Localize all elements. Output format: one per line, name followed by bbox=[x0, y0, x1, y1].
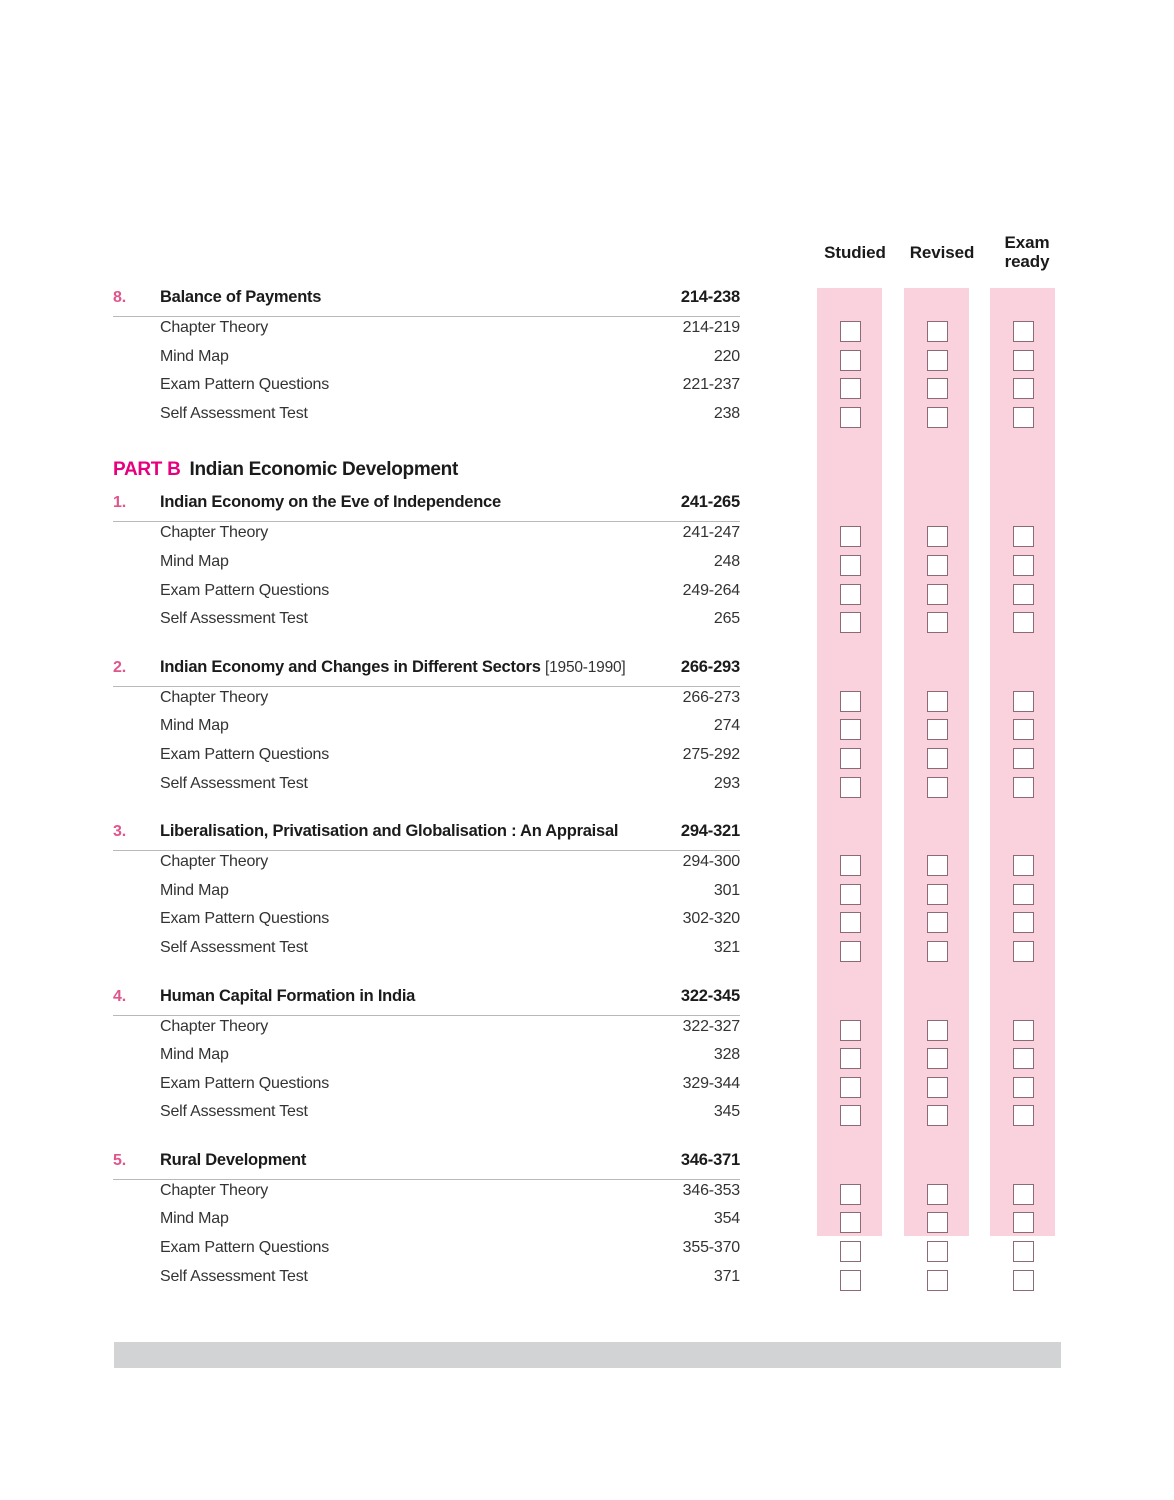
toc-chapter-title-main: Balance of Payments bbox=[160, 288, 322, 306]
checkbox-group-studied bbox=[817, 1020, 882, 1130]
column-header-studied-line-1: Studied bbox=[824, 243, 886, 262]
checkbox-studied[interactable] bbox=[840, 1077, 861, 1098]
footer-bar bbox=[114, 1342, 1061, 1368]
toc-subrow-pages: 346-353 bbox=[682, 1181, 740, 1199]
checkbox-exam-ready[interactable] bbox=[1013, 1105, 1034, 1126]
checkbox-revised[interactable] bbox=[927, 1077, 948, 1098]
toc-chapter-title-main: Liberalisation, Privatisation and Globalisation : An Appraisal bbox=[160, 822, 619, 841]
toc-subrow-label: Exam Pattern Questions bbox=[160, 1074, 330, 1092]
column-header-exam-ready-line-1: Exam bbox=[1004, 233, 1050, 252]
toc-chapter-title-main: Indian Economy and Changes in Different Sectors bbox=[160, 657, 541, 676]
checkbox-exam-ready[interactable] bbox=[1013, 884, 1034, 905]
toc-chapter[interactable] bbox=[113, 658, 740, 803]
toc-subrow[interactable] bbox=[113, 717, 740, 746]
column-header-studied bbox=[811, 243, 899, 262]
toc-subrow-label: Mind Map bbox=[160, 347, 229, 365]
checkbox-revised[interactable] bbox=[927, 321, 948, 342]
toc-chapter-pages: 266-293 bbox=[680, 657, 740, 676]
toc-chapter[interactable] bbox=[113, 822, 740, 967]
toc-subrow-label: Self Assessment Test bbox=[160, 1267, 308, 1285]
toc-subrow-label: Mind Map bbox=[160, 1046, 229, 1064]
part-banner-label: PART B bbox=[113, 459, 181, 481]
toc-subrow[interactable] bbox=[113, 775, 740, 804]
checkbox-revised[interactable] bbox=[927, 884, 948, 905]
checkbox-group-studied bbox=[817, 1184, 882, 1294]
checkbox-revised[interactable] bbox=[927, 1241, 948, 1262]
checkbox-studied[interactable] bbox=[840, 378, 861, 399]
checkbox-exam-ready[interactable] bbox=[1013, 612, 1034, 633]
toc-subrow[interactable] bbox=[113, 553, 740, 582]
toc-subrow[interactable] bbox=[113, 1210, 740, 1239]
checkbox-exam-ready[interactable] bbox=[1013, 378, 1034, 399]
toc-subrow-label: Chapter Theory bbox=[160, 1181, 269, 1199]
toc-subrow[interactable] bbox=[113, 882, 740, 911]
toc-chapter-number: 2. bbox=[113, 658, 126, 676]
toc-chapter[interactable] bbox=[113, 987, 740, 1132]
checkbox-studied[interactable] bbox=[840, 1048, 861, 1069]
toc-chapter-title bbox=[160, 658, 671, 677]
checkbox-studied[interactable] bbox=[840, 526, 861, 547]
checkbox-revised[interactable] bbox=[927, 350, 948, 371]
checkbox-exam-ready[interactable] bbox=[1013, 584, 1034, 605]
toc-subrow-pages: 265 bbox=[713, 610, 740, 628]
checkbox-studied[interactable] bbox=[840, 584, 861, 605]
checkbox-revised[interactable] bbox=[927, 941, 948, 962]
column-header-revised-line-1: Revised bbox=[909, 243, 975, 262]
toc-chapter-pages: 322-345 bbox=[680, 986, 740, 1005]
toc-chapter-number: 3. bbox=[113, 823, 126, 841]
toc-subrow-label: Mind Map bbox=[160, 881, 229, 899]
toc-subrow-pages: 329-344 bbox=[682, 1074, 740, 1092]
toc-subrow[interactable] bbox=[113, 1239, 740, 1268]
toc-subrow[interactable] bbox=[113, 853, 740, 882]
toc-subrow-pages: 345 bbox=[713, 1103, 740, 1121]
checkbox-studied[interactable] bbox=[840, 855, 861, 876]
column-header-exam-ready-line-2: ready bbox=[1004, 252, 1050, 272]
checkbox-exam-ready[interactable] bbox=[1013, 1020, 1034, 1041]
toc-subrow-group bbox=[113, 689, 740, 803]
checkbox-revised[interactable] bbox=[927, 526, 948, 547]
checkbox-studied[interactable] bbox=[840, 1241, 861, 1262]
checkbox-group-exam-ready bbox=[990, 1020, 1055, 1130]
toc-chapter[interactable] bbox=[113, 288, 740, 433]
part-banner-name: Indian Economic Development bbox=[189, 459, 459, 481]
toc-subrow-pages: 249-264 bbox=[682, 581, 740, 599]
toc-subrow-group bbox=[113, 1182, 740, 1296]
toc-subrow-pages: 266-273 bbox=[682, 688, 740, 706]
toc-subrow[interactable] bbox=[113, 348, 740, 377]
toc-chapter-header[interactable] bbox=[113, 288, 740, 317]
toc-subrow-group bbox=[113, 853, 740, 967]
toc-subrow-label: Mind Map bbox=[160, 1210, 229, 1228]
toc-chapter-title-main: Indian Economy on the Eve of Independence bbox=[160, 493, 501, 512]
toc-chapter-header[interactable] bbox=[113, 987, 740, 1016]
checkbox-exam-ready[interactable] bbox=[1013, 526, 1034, 547]
toc-subrow-label: Chapter Theory bbox=[160, 853, 269, 871]
checkbox-exam-ready[interactable] bbox=[1013, 407, 1034, 428]
column-header-exam-ready bbox=[983, 233, 1071, 271]
toc-subrow-pages: 214-219 bbox=[682, 319, 740, 336]
toc-chapter[interactable] bbox=[113, 1151, 740, 1296]
checkbox-group-revised bbox=[904, 855, 969, 965]
checkbox-revised[interactable] bbox=[927, 612, 948, 633]
toc-subrow-group bbox=[113, 1018, 740, 1132]
toc-chapter-title bbox=[160, 987, 671, 1006]
checkbox-group-exam-ready bbox=[990, 1184, 1055, 1294]
toc-chapter-header[interactable] bbox=[113, 1151, 740, 1180]
checkbox-group-revised bbox=[904, 526, 969, 636]
toc-subrow[interactable] bbox=[113, 319, 740, 348]
toc-subrow-pages: 241-247 bbox=[682, 524, 740, 542]
toc-chapter-pages: 346-371 bbox=[680, 1150, 740, 1169]
toc-subrow-label: Exam Pattern Questions bbox=[160, 745, 330, 763]
checkbox-revised[interactable] bbox=[927, 1270, 948, 1291]
checkbox-revised[interactable] bbox=[927, 912, 948, 933]
toc-subrow-pages: 274 bbox=[713, 717, 740, 735]
toc-chapter-pages: 214-238 bbox=[680, 288, 740, 306]
toc-chapter-title-main: Rural Development bbox=[160, 1150, 307, 1169]
checkbox-revised[interactable] bbox=[927, 777, 948, 798]
toc-subrow-label: Self Assessment Test bbox=[160, 774, 308, 792]
toc-subrow[interactable] bbox=[113, 524, 740, 553]
checkbox-studied[interactable] bbox=[840, 612, 861, 633]
toc-subrow[interactable] bbox=[113, 1268, 740, 1297]
toc-chapter-title-suffix: [1950-1990] bbox=[545, 658, 626, 676]
toc-chapter[interactable] bbox=[113, 493, 740, 638]
toc-subrow-label: Exam Pattern Questions bbox=[160, 910, 330, 928]
checkbox-exam-ready[interactable] bbox=[1013, 748, 1034, 769]
toc-subrow[interactable] bbox=[113, 689, 740, 718]
toc-subrow[interactable] bbox=[113, 1046, 740, 1075]
toc-subrow-label: Chapter Theory bbox=[160, 319, 269, 336]
checkbox-studied[interactable] bbox=[840, 1020, 861, 1041]
checkbox-revised[interactable] bbox=[927, 584, 948, 605]
checkbox-revised[interactable] bbox=[927, 748, 948, 769]
toc-subrow[interactable] bbox=[113, 1103, 740, 1132]
toc-chapter-header[interactable] bbox=[113, 493, 740, 522]
toc-subrow-label: Self Assessment Test bbox=[160, 938, 308, 956]
checkbox-studied[interactable] bbox=[840, 1270, 861, 1291]
checkbox-group-studied bbox=[817, 321, 882, 431]
checkbox-revised[interactable] bbox=[927, 1048, 948, 1069]
toc-subrow[interactable] bbox=[113, 910, 740, 939]
checkbox-revised[interactable] bbox=[927, 378, 948, 399]
toc-subrow-pages: 322-327 bbox=[682, 1017, 740, 1035]
toc-subrow-label: Exam Pattern Questions bbox=[160, 1239, 330, 1257]
checkbox-revised[interactable] bbox=[927, 719, 948, 740]
toc-subrow-pages: 293 bbox=[713, 774, 740, 792]
checkbox-group-studied bbox=[817, 691, 882, 801]
toc-subrow-pages: 321 bbox=[713, 938, 740, 956]
checkbox-exam-ready[interactable] bbox=[1013, 1077, 1034, 1098]
toc-subrow[interactable] bbox=[113, 939, 740, 968]
toc-subrow[interactable] bbox=[113, 376, 740, 405]
toc-subrow-pages: 221-237 bbox=[682, 376, 740, 394]
checkbox-exam-ready[interactable] bbox=[1013, 777, 1034, 798]
toc-subrow[interactable] bbox=[113, 582, 740, 611]
toc-chapter-title bbox=[160, 288, 671, 307]
checkbox-studied[interactable] bbox=[840, 777, 861, 798]
checkbox-group-revised bbox=[904, 691, 969, 801]
toc-subrow-pages: 248 bbox=[713, 552, 740, 570]
checkbox-group-revised bbox=[904, 321, 969, 431]
checkbox-exam-ready[interactable] bbox=[1013, 912, 1034, 933]
checkbox-studied[interactable] bbox=[840, 407, 861, 428]
checkbox-revised[interactable] bbox=[927, 855, 948, 876]
toc-subrow-label: Self Assessment Test bbox=[160, 1103, 308, 1121]
toc-chapter-header[interactable] bbox=[113, 822, 740, 851]
toc-subrow-pages: 301 bbox=[713, 881, 740, 899]
column-header-revised bbox=[898, 243, 986, 262]
checkbox-studied[interactable] bbox=[840, 691, 861, 712]
checkbox-group-exam-ready bbox=[990, 526, 1055, 636]
toc-subrow-pages: 275-292 bbox=[682, 745, 740, 763]
checkbox-studied[interactable] bbox=[840, 748, 861, 769]
toc-subrow-pages: 302-320 bbox=[682, 910, 740, 928]
toc-chapter-pages: 294-321 bbox=[680, 822, 740, 841]
checkbox-revised[interactable] bbox=[927, 555, 948, 576]
checkbox-group-revised bbox=[904, 1020, 969, 1130]
checkbox-group-studied bbox=[817, 526, 882, 636]
toc-subrow-label: Chapter Theory bbox=[160, 688, 269, 706]
toc-subrow[interactable] bbox=[113, 1018, 740, 1047]
checkbox-revised[interactable] bbox=[927, 407, 948, 428]
checkbox-studied[interactable] bbox=[840, 321, 861, 342]
toc-subrow[interactable] bbox=[113, 405, 740, 434]
checkbox-exam-ready[interactable] bbox=[1013, 555, 1034, 576]
toc-subrow-pages: 294-300 bbox=[682, 853, 740, 871]
checkbox-revised[interactable] bbox=[927, 1105, 948, 1126]
checkbox-group-revised bbox=[904, 1184, 969, 1294]
checkbox-studied[interactable] bbox=[840, 912, 861, 933]
toc-chapter-number: 5. bbox=[113, 1151, 126, 1169]
checkbox-revised[interactable] bbox=[927, 1184, 948, 1205]
checkbox-group-exam-ready bbox=[990, 855, 1055, 965]
checkbox-exam-ready[interactable] bbox=[1013, 1048, 1034, 1069]
toc-subrow[interactable] bbox=[113, 610, 740, 639]
checkbox-studied[interactable] bbox=[840, 719, 861, 740]
toc-chapter-title-main: Human Capital Formation in India bbox=[160, 986, 416, 1005]
checkbox-exam-ready[interactable] bbox=[1013, 719, 1034, 740]
checkbox-exam-ready[interactable] bbox=[1013, 321, 1034, 342]
toc-subrow-pages: 220 bbox=[713, 347, 740, 365]
checkbox-exam-ready[interactable] bbox=[1013, 691, 1034, 712]
toc-subrow-label: Exam Pattern Questions bbox=[160, 581, 330, 599]
checkbox-exam-ready[interactable] bbox=[1013, 1270, 1034, 1291]
toc-list bbox=[113, 288, 740, 1296]
checkbox-exam-ready[interactable] bbox=[1013, 1184, 1034, 1205]
toc-subrow-pages: 238 bbox=[713, 404, 740, 422]
checkbox-group-studied bbox=[817, 855, 882, 965]
checkbox-exam-ready[interactable] bbox=[1013, 1212, 1034, 1233]
toc-subrow-label: Chapter Theory bbox=[160, 524, 269, 542]
checkbox-group-exam-ready bbox=[990, 691, 1055, 801]
checkbox-revised[interactable] bbox=[927, 1020, 948, 1041]
toc-subrow-label: Chapter Theory bbox=[160, 1017, 269, 1035]
toc-subrow-label: Exam Pattern Questions bbox=[160, 376, 330, 394]
toc-subrow-pages: 328 bbox=[713, 1046, 740, 1064]
checkbox-exam-ready[interactable] bbox=[1013, 350, 1034, 371]
toc-subrow-pages: 371 bbox=[713, 1267, 740, 1285]
checkbox-exam-ready[interactable] bbox=[1013, 855, 1034, 876]
checkbox-exam-ready[interactable] bbox=[1013, 1241, 1034, 1262]
toc-subrow-label: Mind Map bbox=[160, 552, 229, 570]
toc-chapter-pages: 241-265 bbox=[680, 493, 740, 512]
checkbox-group-exam-ready bbox=[990, 321, 1055, 431]
checkbox-studied[interactable] bbox=[840, 350, 861, 371]
toc-chapter-title bbox=[160, 822, 671, 841]
part-banner bbox=[113, 459, 740, 481]
toc-subrow[interactable] bbox=[113, 1182, 740, 1211]
checkbox-revised[interactable] bbox=[927, 691, 948, 712]
toc-subrow-pages: 355-370 bbox=[682, 1239, 740, 1257]
toc-chapter-number: 4. bbox=[113, 987, 126, 1005]
toc-chapter-number: 8. bbox=[113, 289, 126, 306]
toc-chapter-header[interactable] bbox=[113, 658, 740, 687]
toc-subrow-label: Mind Map bbox=[160, 717, 229, 735]
checklist-column-headers bbox=[805, 233, 1067, 285]
toc-subrow-group bbox=[113, 319, 740, 433]
checkbox-studied[interactable] bbox=[840, 555, 861, 576]
checkbox-exam-ready[interactable] bbox=[1013, 941, 1034, 962]
checkbox-revised[interactable] bbox=[927, 1212, 948, 1233]
toc-chapter-title bbox=[160, 493, 671, 512]
checkbox-studied[interactable] bbox=[840, 1212, 861, 1233]
toc-subrow[interactable] bbox=[113, 746, 740, 775]
toc-subrow[interactable] bbox=[113, 1075, 740, 1104]
toc-chapter-number: 1. bbox=[113, 494, 126, 512]
checkbox-studied[interactable] bbox=[840, 1105, 861, 1126]
toc-chapter-title bbox=[160, 1151, 671, 1170]
toc-subrow-label: Self Assessment Test bbox=[160, 610, 308, 628]
toc-subrow-label: Self Assessment Test bbox=[160, 404, 308, 422]
checkbox-studied[interactable] bbox=[840, 1184, 861, 1205]
toc-subrow-pages: 354 bbox=[713, 1210, 740, 1228]
checkbox-studied[interactable] bbox=[840, 941, 861, 962]
toc-subrow-group bbox=[113, 524, 740, 638]
checkbox-studied[interactable] bbox=[840, 884, 861, 905]
